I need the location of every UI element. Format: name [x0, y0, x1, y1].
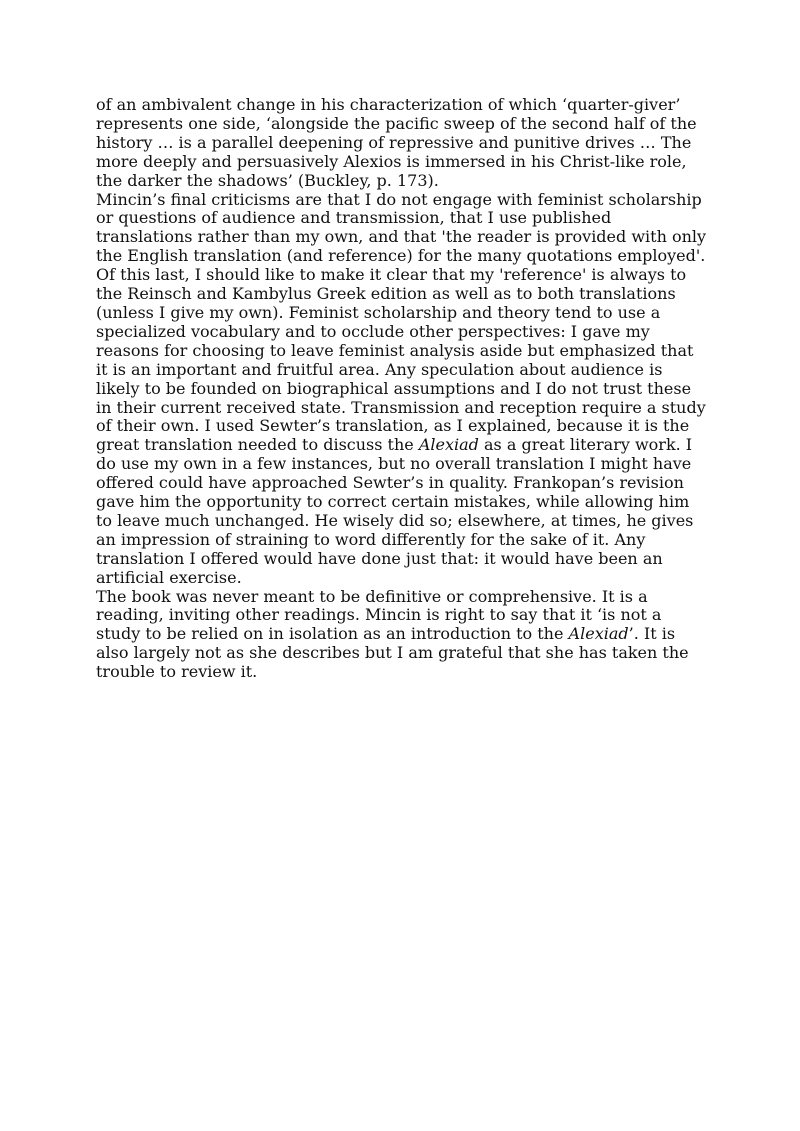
- paragraph-3: [96, 588, 708, 683]
- paragraph-3-text-b: ’. It is also largely not as she describes but I am grateful that she has taken the trouble to review it.: [96, 624, 689, 682]
- paragraph-3-title-italic: Alexiad: [568, 624, 629, 644]
- paragraph-2-text-b: as a great literary work. I do use my own in a few instances, but no overall translation I might have offered could have approached Sewter’s in quality. Frankopan’s revision gave him the opportunity to correct certain mistakes, while allowing him to leave much unchanged. He wisely did so; elsewhere, at times, he gives an impression of straining to word differently for the sake of it. Any translation I offered would have done just that: it would have been an artificial exercise.: [96, 435, 694, 587]
- paragraph-2-text-a: Mincin’s final criticisms are that I do not engage with feminist scholarship or questions of audience and transmission, that I use published translations rather than my own, and that 'the reader is provided with only the English translation (and reference) for the many quotations employed'. Of this last, I should like to make it clear that my 'reference' is always to the Reinsch and Kambylus Greek edition as well as to both translations (unless I give my own). Feminist scholarship and theory tend to use a specialized vocabulary and to occlude other perspectives: I gave my reasons for choosing to leave feminist analysis aside but emphasized that it is an important and fruitful area. Any speculation about audience is likely to be founded on biographical assumptions and I do not trust these in their current received state. Transmission and reception require a study of their own. I used Sewter’s translation, as I explained, because it is the great translation needed to discuss the: [96, 189, 707, 455]
- document-page: [96, 96, 708, 682]
- paragraph-1-text: of an ambivalent change in his characterization of which ‘quarter-giver’ represents one side, ‘alongside the pacific sweep of the second half of the history … is a parallel deepening of repressive and punitive drives … The more deeply and persuasively Alexios is immersed in his Christ-like role, the darker the shadows’ (Buckley, p. 173).: [96, 95, 697, 190]
- paragraph-2: [96, 191, 708, 588]
- paragraph-3-text-a: The book was never meant to be definitive or comprehensive. It is a reading, inviting other readings. Mincin is right to say that it ‘is not a study to be relied on in isolation as an introduction to the: [96, 586, 662, 644]
- paragraph-1: [96, 96, 708, 191]
- paragraph-2-title-italic: Alexiad: [418, 435, 479, 455]
